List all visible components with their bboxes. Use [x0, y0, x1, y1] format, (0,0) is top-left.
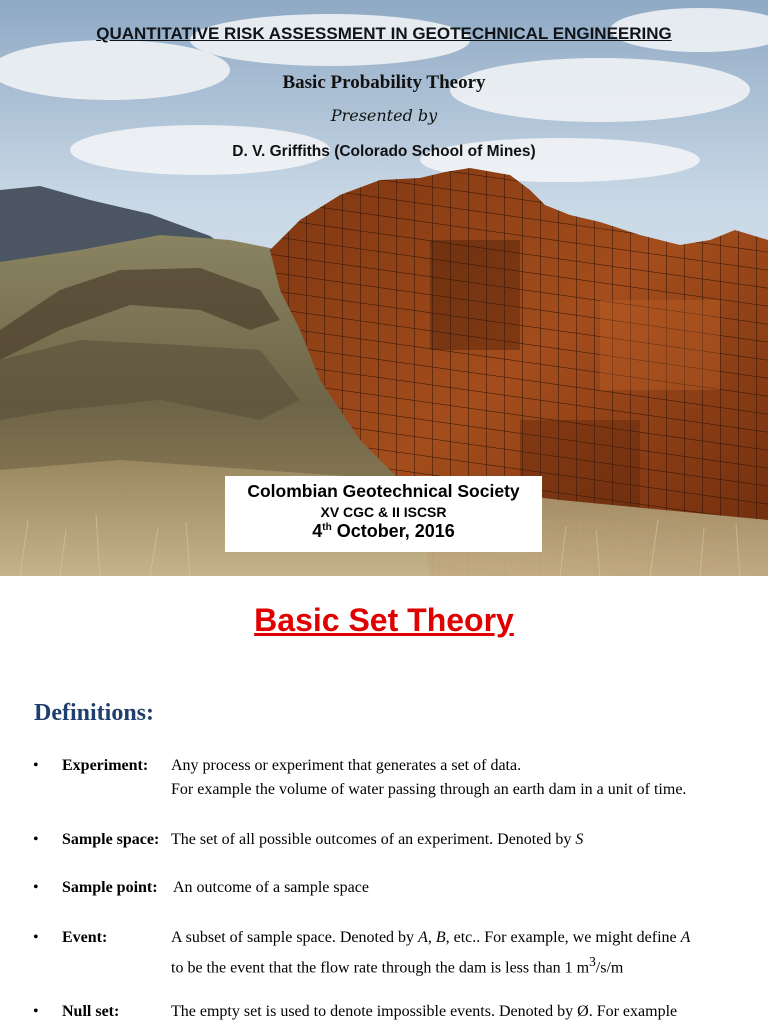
term-sample-space: Sample space:: [62, 831, 160, 848]
set-theory-slide: [0, 576, 768, 1024]
desc-event: [171, 926, 690, 980]
conference-organization: Colombian Geotechnical Society: [247, 481, 520, 501]
bullet-icon: •: [33, 879, 39, 896]
presentation-subtitle: Basic Probability Theory: [282, 72, 486, 93]
symbol-ab: A, B,: [418, 929, 450, 946]
desc-event-line1: [171, 926, 690, 950]
bullet-icon: •: [33, 1003, 39, 1020]
symbol-a: A: [680, 929, 691, 946]
term-sample-point: Sample point:: [62, 879, 158, 896]
conference-box: [225, 476, 542, 552]
desc-sample-point: An outcome of a sample space: [173, 879, 369, 896]
desc-experiment: [171, 754, 686, 802]
event-line2-b: /s/m: [595, 959, 624, 977]
event-line1-b: etc.. For example, we might define: [449, 929, 681, 946]
bullet-icon: •: [33, 929, 39, 946]
event-line2-sup: 3: [589, 954, 596, 969]
date-day: 4: [312, 521, 323, 541]
definitions-heading: Definitions:: [34, 700, 154, 726]
conference-date: [225, 521, 542, 542]
term-null-set: Null set:: [62, 1003, 120, 1020]
author-name: D. V. Griffiths (Colorado School of Mines): [232, 143, 536, 160]
desc-sample-space-text: The set of all possible outcomes of an experiment. Denoted by: [171, 831, 576, 848]
desc-null-set: The empty set is used to denote impossible events. Denoted by Ø. For example: [171, 1003, 678, 1020]
desc-event-line2: [171, 950, 690, 980]
conference-event: XV CGC & II ISCSR: [320, 504, 447, 520]
event-line1-a: A subset of sample space. Denoted by: [171, 929, 419, 946]
slide-title: Basic Set Theory: [254, 602, 514, 638]
bullet-icon: •: [33, 757, 39, 774]
term-experiment: Experiment:: [62, 757, 149, 774]
presentation-title: QUANTITATIVE RISK ASSESSMENT IN GEOTECHNICAL ENGINEERING: [96, 24, 672, 43]
presented-by-label: Presented by: [330, 106, 438, 125]
desc-sample-space: [171, 828, 583, 852]
bullet-icon: •: [33, 831, 39, 848]
desc-experiment-line1: Any process or experiment that generates a set of data.: [171, 757, 522, 774]
desc-experiment-line2: For example the volume of water passing through an earth dam in a unit of time.: [171, 781, 687, 798]
event-line2-a: to be the event that the flow rate through the dam is less than 1 m: [171, 959, 590, 977]
term-event: Event:: [62, 929, 108, 946]
symbol-s: S: [575, 831, 584, 848]
date-suffix: th: [322, 522, 332, 533]
date-rest: October, 2016: [331, 521, 455, 541]
